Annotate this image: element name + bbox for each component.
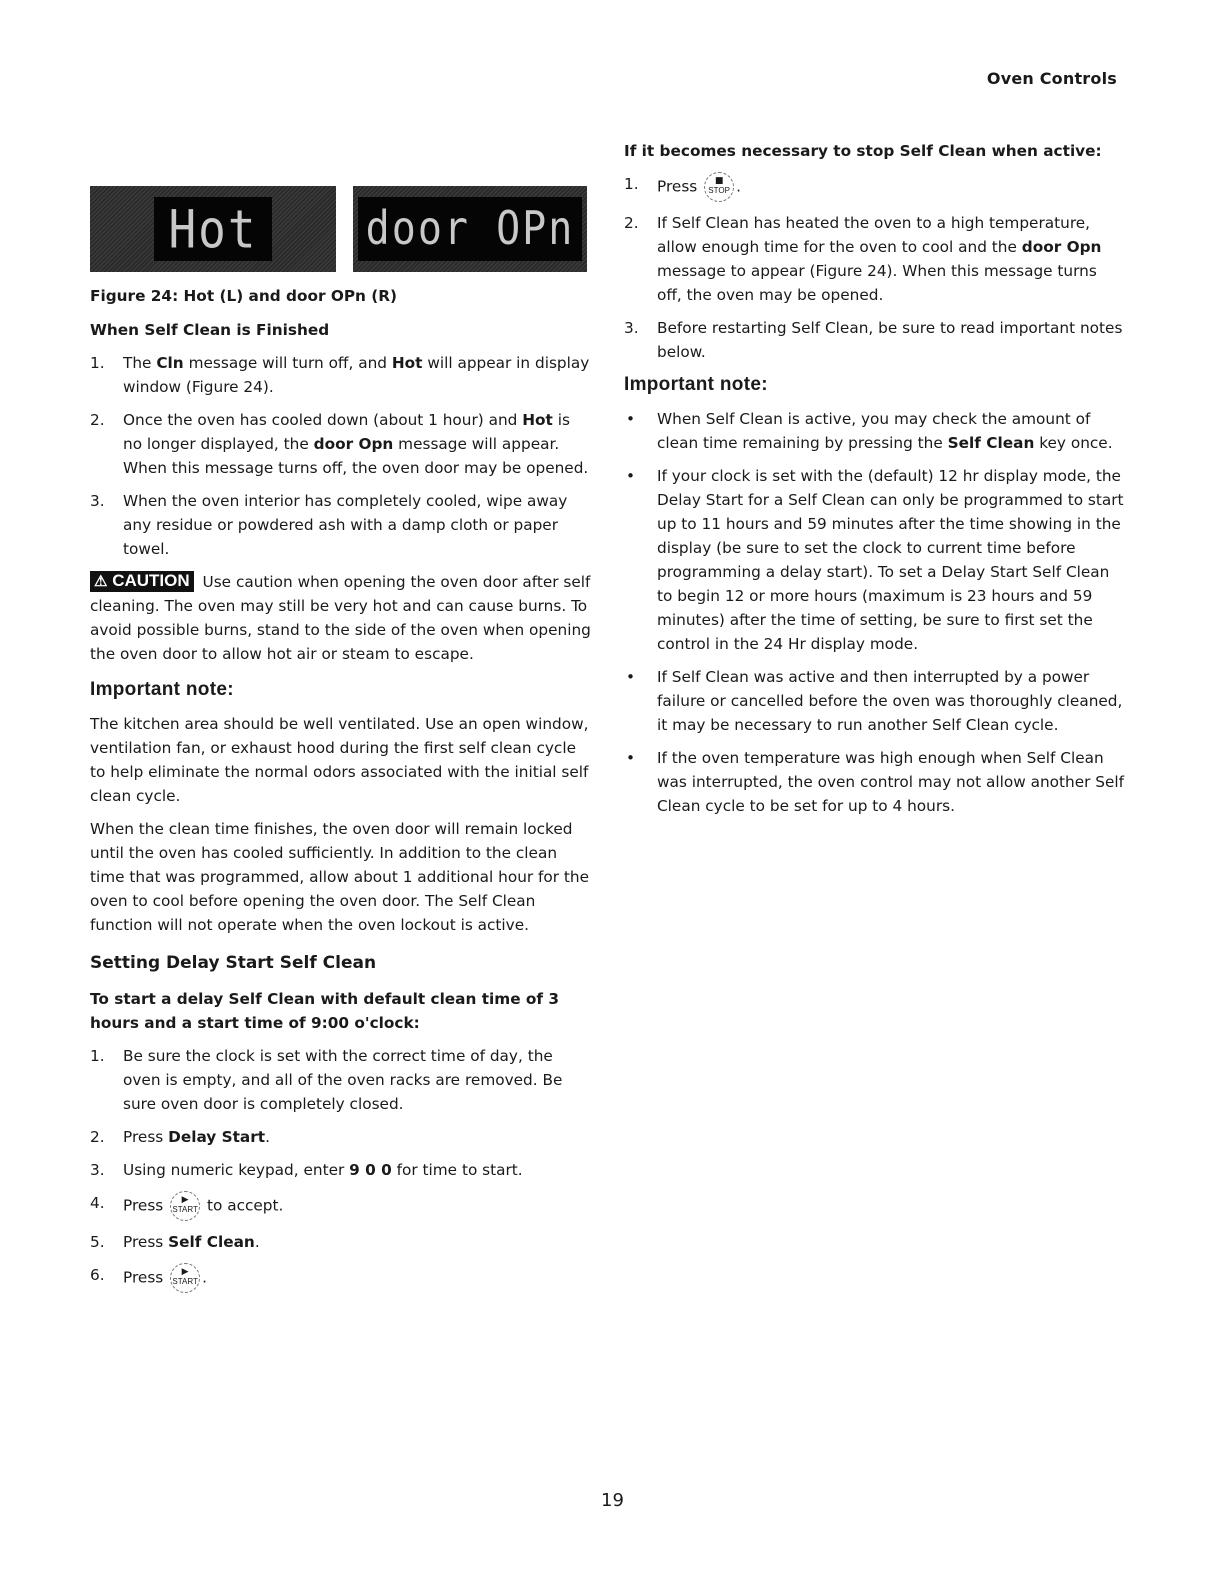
delay-start-subheading: To start a delay Self Clean with default clean time of 3 hours and a start time of 9:00 o'clock:	[90, 990, 560, 1032]
start-key-icon: ▶ START	[170, 1263, 200, 1293]
delay-start-heading: Setting Delay Start Self Clean	[90, 953, 377, 973]
list-item: 5. Press Self Clean.	[90, 1233, 260, 1251]
list-item: • When Self Clean is active, you may check the amount of clean time remaining by pressing the Self Clean key once.	[624, 407, 1124, 455]
caution-badge: ⚠ CAUTION	[90, 571, 194, 592]
list-item: 3. Using numeric keypad, enter 9 0 0 for time to start.	[90, 1161, 523, 1179]
stop-heading: If it becomes necessary to stop Self Clean when active:	[624, 142, 1102, 160]
caution-paragraph: ⚠ CAUTION Use caution when opening the oven door after self cleaning. The oven may still be very hot and can cause burns. To avoid possible burns, stand to the side of the oven when opening the oven door to allow hot air or steam to escape.	[90, 571, 591, 663]
finished-heading: When Self Clean is Finished	[90, 321, 330, 339]
list-item: • If Self Clean was active and then interrupted by a power failure or cancelled before the oven was thoroughly cleaned, it may be necessary to run another Self Clean cycle.	[624, 665, 1124, 737]
start-key-icon: ▶ START	[170, 1191, 200, 1221]
list-item: • If the oven temperature was high enough when Self Clean was interrupted, the oven control may not allow another Self Clean cycle to be set for up to 4 hours.	[624, 746, 1124, 818]
bullet-icon: •	[626, 410, 636, 428]
list-item: 4. Press ▶ START to accept.	[90, 1191, 592, 1221]
figure-caption: Figure 24: Hot (L) and door OPn (R)	[90, 287, 398, 305]
bullet-icon: •	[626, 467, 636, 485]
bullet-icon: •	[626, 668, 636, 686]
bullet-icon: •	[626, 749, 636, 767]
left-column	[90, 284, 592, 1302]
list-item: 3. Before restarting Self Clean, be sure to read important notes below.	[624, 319, 1123, 361]
ventilation-paragraph: The kitchen area should be well ventilated. Use an open window, ventilation fan, or exhaust hood during the first self clean cycle to help eliminate the normal odors associated with the initial self clean cycle.	[90, 715, 589, 805]
lock-paragraph: When the clean time finishes, the oven door will remain locked until the oven has cooled sufficiently. In addition to the clean time that was programmed, allow about 1 additional hour for the oven to cool before opening the oven door. The Self Clean function will not operate when the oven lockout is active.	[90, 820, 590, 934]
note-bullets	[624, 407, 1124, 818]
list-item: 1. Be sure the clock is set with the correct time of day, the oven is empty, and all of the oven racks are removed. Be sure oven door is completely closed.	[90, 1047, 563, 1113]
list-item: 3. When the oven interior has completely cooled, wipe away any residue or powdered ash with a damp cloth or paper towel.	[90, 492, 568, 558]
hot-display-image	[90, 186, 336, 272]
list-item: 2. Once the oven has cooled down (about 1 hour) and Hot is no longer displayed, the door Opn message will appear. When this message turns off, the oven door may be opened.	[90, 411, 589, 477]
list-item: 2. Press Delay Start.	[90, 1128, 270, 1146]
door-open-display-image	[353, 186, 587, 272]
finished-steps	[90, 351, 592, 561]
hot-display-text: Hot	[168, 197, 258, 261]
list-item: 1. Press ■ STOP .	[624, 172, 1124, 202]
stop-key-icon: ■ STOP	[704, 172, 734, 202]
door-open-display-text: door OPn	[365, 202, 575, 256]
warning-triangle-icon: ⚠	[94, 573, 108, 590]
important-note-heading: Important note:	[624, 374, 768, 395]
list-item: 2. If Self Clean has heated the oven to a high temperature, allow enough time for the oven to cool and the door Opn message to appear (Figure 24). When this message turns off, the oven may be opened.	[624, 214, 1102, 304]
stop-steps	[624, 172, 1124, 364]
delay-steps	[90, 1044, 592, 1293]
important-note-heading: Important note:	[90, 679, 234, 700]
list-item: • If your clock is set with the (default) 12 hr display mode, the Delay Start for a Self Clean can only be programmed to start up to 11 hours and 59 minutes after the time showing in the display (be sure to set the clock to current time before programming a delay start). To set a Delay Start Self Clean to begin 12 or more hours (maximum is 23 hours and 59 minutes) after the time of setting, be sure to first set the control in the 24 Hr display mode.	[624, 464, 1124, 656]
list-item: 1. The Cln message will turn off, and Hot will appear in display window (Figure 24).	[90, 354, 590, 396]
page-number: 19	[601, 1490, 624, 1511]
right-column	[624, 139, 1124, 827]
list-item: 6. Press ▶ START .	[90, 1263, 592, 1293]
section-header: Oven Controls	[986, 69, 1117, 88]
